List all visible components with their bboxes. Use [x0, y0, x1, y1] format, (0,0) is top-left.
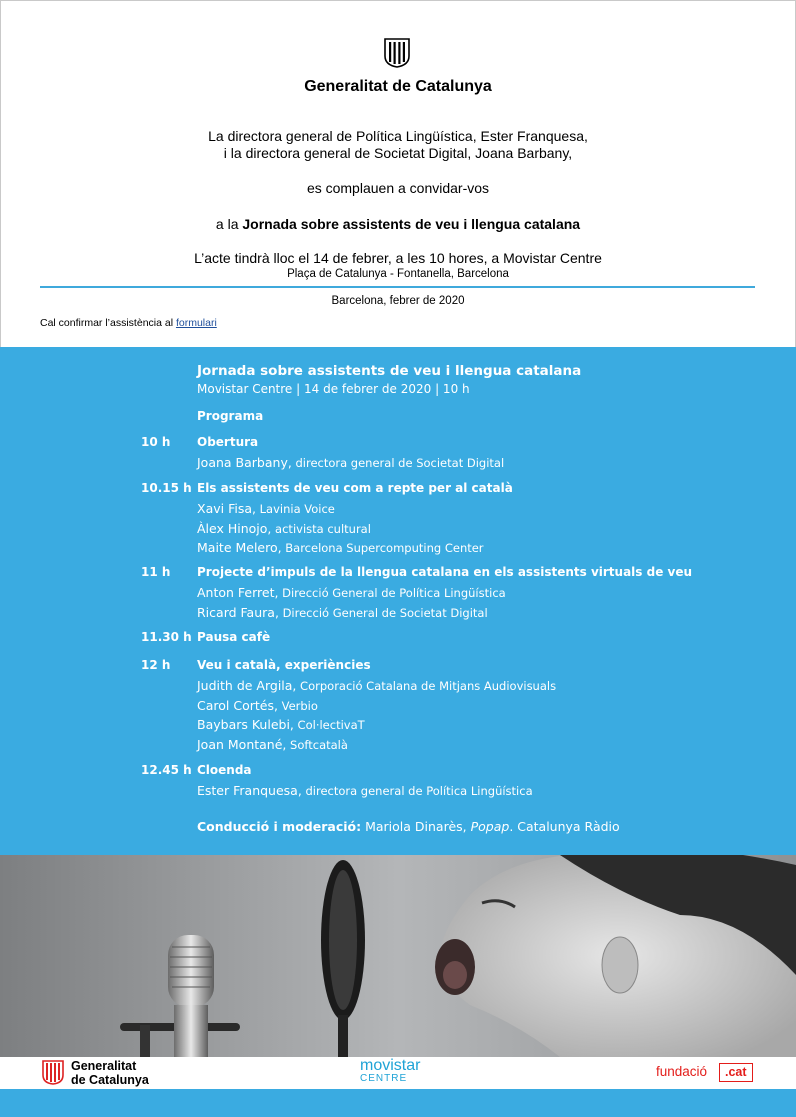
invite-line-2: i la directora general de Societat Digital, Joana Barbany, [223, 145, 573, 161]
footer [0, 1057, 796, 1089]
speaker-affiliation: Softcatalà [286, 737, 348, 752]
speaker [197, 521, 484, 541]
speaker [197, 717, 556, 737]
speaker [197, 585, 506, 605]
speaker-affiliation: Lavinia Voice [255, 502, 335, 516]
divider [40, 286, 755, 288]
slot-title: Els assistents de veu com a repte per al català [197, 481, 513, 495]
radio-show: Popap [470, 819, 510, 834]
speaker-name: Maite Melero, [197, 540, 282, 555]
place-line: L’acte tindrà lloc el 14 de febrer, a les 10 hores, a Movistar Centre [194, 250, 602, 266]
speaker-name: Ester Franquesa, [197, 783, 302, 798]
singer-microphone-photo [0, 855, 796, 1057]
program-heading: Programa [197, 409, 264, 423]
moderation-line [197, 819, 620, 834]
slot-title: Projecte d’impuls de la llengua catalana en els assistents virtuals de veu [197, 565, 693, 579]
speaker-affiliation: directora general de Política Lingüística [301, 784, 533, 798]
speaker [197, 737, 556, 757]
fundacio-cat-logo: .cat [719, 1063, 753, 1082]
speaker-affiliation: activista cultural [271, 521, 371, 536]
footer-gen-line-2: de Catalunya [71, 1073, 149, 1087]
slot-speakers [197, 678, 556, 756]
generalitat-seal-icon [384, 38, 410, 68]
invite-line-3: es complauen a convidar-vos [306, 180, 490, 196]
movistar-logo: movistar [360, 1057, 421, 1074]
speaker [197, 501, 484, 521]
form-link[interactable]: formulari [175, 317, 217, 329]
invite-line-4 [0, 216, 796, 233]
moderator-name: Mariola Dinarès, [361, 819, 471, 834]
speaker-name: Àlex Hinojo, [197, 520, 272, 536]
fundacio-label: fundació [656, 1064, 708, 1079]
slot-time: 12 h [141, 658, 171, 672]
speaker-affiliation: Barcelona Supercomputing Center [281, 541, 484, 555]
slot-time: 12.45 h [141, 763, 192, 777]
slot-speakers [197, 783, 533, 803]
speaker-name: Xavi Fisa, [197, 501, 256, 516]
slot-title: Obertura [197, 435, 259, 449]
slot-title: Cloenda [197, 763, 252, 777]
movistar-centre-label: CENTRE [360, 1073, 408, 1084]
speaker-name: Joan Montané, [197, 736, 287, 752]
speaker-affiliation: Corporació Catalana de Mitjans Audiovisuals [296, 679, 557, 693]
address-line: Plaça de Catalunya - Fontanella, Barcelona [287, 268, 509, 280]
confirm-line [40, 317, 217, 329]
speaker [197, 678, 556, 698]
slot-title: Pausa cafè [197, 630, 271, 644]
footer-generalitat-logo [71, 1059, 149, 1087]
speaker-name: Judith de Argila, [197, 678, 297, 693]
program-panel [0, 347, 796, 855]
speaker [197, 540, 484, 560]
slot-speakers [197, 455, 504, 475]
footer-gen-line-1: Generalitat [71, 1059, 137, 1073]
speaker-affiliation: Direcció General de Societat Digital [278, 605, 488, 620]
slot-speakers [197, 501, 484, 560]
radio-station: . Catalunya Ràdio [509, 819, 620, 834]
slot-time: 10 h [141, 435, 171, 449]
speaker-name: Joana Barbany, [197, 455, 292, 470]
speaker-affiliation: directora general de Societat Digital [291, 456, 505, 470]
confirm-text: Cal confirmar l’assistència al [40, 317, 176, 329]
invite-line-1: La directora general de Política Lingüística, Ester Franquesa, [208, 128, 588, 144]
bottom-band [0, 1089, 796, 1117]
speaker-name: Carol Cortés, [197, 697, 278, 713]
slot-time: 11.30 h [141, 630, 192, 644]
speaker [197, 783, 533, 803]
speaker-affiliation: Direcció General de Política Lingüística [278, 586, 506, 600]
slot-time: 11 h [141, 565, 171, 579]
generalitat-seal-icon [42, 1060, 64, 1085]
speaker-affiliation: Col·lectivaT [293, 718, 365, 732]
org-name: Generalitat de Catalunya [304, 78, 492, 95]
speaker-name: Baybars Kulebi, [197, 717, 294, 732]
speaker [197, 698, 556, 718]
speaker-name: Anton Ferret, [197, 585, 279, 600]
speaker-affiliation: Verbio [277, 698, 318, 713]
slot-time: 10.15 h [141, 481, 192, 495]
speaker [197, 605, 506, 625]
slot-speakers [197, 585, 506, 624]
speaker [197, 455, 504, 475]
moderation-label: Conducció i moderació: [197, 819, 362, 834]
speaker-name: Ricard Faura, [197, 604, 279, 620]
program-title: Jornada sobre assistents de veu i llengua catalana [197, 363, 582, 379]
date-line: Barcelona, febrer de 2020 [331, 295, 465, 307]
program-subtitle: Movistar Centre | 14 de febrer de 2020 | 10 h [197, 382, 470, 396]
slot-title: Veu i català, experiències [197, 658, 371, 672]
event-name: Jornada sobre assistents de veu i llengua catalana [242, 216, 581, 232]
invite-prefix: a la [215, 216, 243, 232]
